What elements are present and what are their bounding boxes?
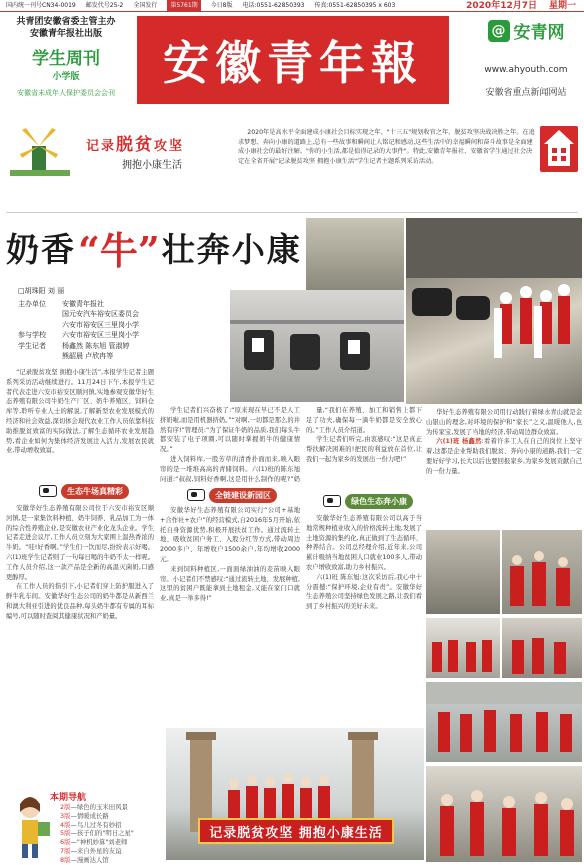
issue-number: 第5761期 [167, 0, 200, 11]
menu-item[interactable]: 8版—漫画达人馆 [60, 855, 109, 864]
publisher-line-1: 共青团安徽省委主管主办 [16, 17, 116, 27]
girl-icon [10, 790, 54, 862]
photo-group-2 [426, 766, 582, 862]
edition-label: 小学版 [52, 72, 80, 82]
sponsor-line: 安徽省未成年人保护委员会会刊 [17, 89, 115, 97]
issue-menu [10, 790, 160, 862]
at-icon: @ [488, 20, 510, 42]
page-count: 今日8版 [210, 2, 233, 9]
cn-number: 国内统一刊号CN34-0019 [6, 2, 76, 9]
newspaper-title: 安徽青年報 [163, 36, 423, 90]
byline [18, 286, 148, 362]
site-url[interactable]: www.ahyouth.com [484, 65, 568, 75]
article-column-1: “记录脱贫攻坚 拥抱小康生活”,本报学生记者主题系列采访活动继续进行。11月24日下午,本报学生记者代表走进六安市裕安区顺河镇,实地参观安徽华好生态养殖有限公司牛奶生产厂区、奶牛养殖区、饲料仓库等,聆听专业人士的解说,了解新型农业发展模式的经济和社会效益,深切体会现代农业工作人员依靠科技助推脱贫致富的实际做法,了解生态循环农业发展趋势,看企业如何为集体经济发展注入活力,发展农民就业,带动增收致富。 [6, 369, 154, 455]
column-head [6, 122, 246, 180]
intro-paragraph: 2020年是高水平全面建成小康社会目标实现之年、"十三五"规划收官之年、脱贫攻坚决战决胜之年。在追求梦想、奔向小康的道路上,总有一些故事和瞬间让人铭记和感动,这些生活中的幸福瞬间和奋斗故事是全面建成小康社会的最好注解。"你的小生活,都是值得记录的大事件"。特此,安徽青年报社、安徽省学生通过社会决定在全省开展"记录脱贫攻坚 拥抱小康生活"学生记者主题系列采访活动。 [238, 129, 535, 165]
site-description: 安徽省重点新闻网站 [485, 88, 567, 98]
weekly-title: 学生周刊 [32, 49, 100, 69]
column-subtitle: 拥抱小康生活 [122, 160, 182, 171]
publisher-line-2: 安徽青年报社出版 [29, 29, 102, 39]
section-header-3: 绿色生态奔小康 [316, 492, 420, 510]
issue-date: 2020年12月7日 [466, 1, 537, 11]
photo-cowshed [406, 218, 582, 404]
article-column-3b: 安徽华好生态养殖有限公司以高于当地常规种植业收入的价格流转土地,发展了土地资源的集约化,真正做到了生态循环、种养结合。公司总经理介绍,近年来,公司累计吸纳当地贫困人口就业100多人,带动农户增收致富,助力乡村振兴。 六(1)班 陈东旭:这次采访后,我心中十分震撼:“保护环境,企业有责”。安徽华好生态养殖公司坚持绿色发展之路,让我们看到了乡村振兴的美好未来。 [306, 515, 422, 611]
photo-students-3 [502, 618, 582, 678]
issue-weekday: 星期一 [548, 1, 576, 11]
menu-list [60, 803, 160, 865]
distribution: 全国发行 [133, 2, 158, 9]
right-masthead [470, 18, 582, 118]
teacher-comment: 华好生态养殖有限公司用行动践行着绿水青山就是金山银山的理念,对环境的保护和“家长”之义,温暖他人,也为传家宝,发展了当地的经济,带动周边群众致富。 六(1)班 杨鑫然:看着许多工人在自己的岗位上坚守着,这都是企业帮助我们脱贫、奔向小康的道路,我们一定要好好学习,长大以后也要回报家乡,为家乡发展贡献自己的一份力量。 [426, 409, 582, 475]
section-header-2: 全链建设新园区 [168, 486, 296, 504]
column-title: 记录脱贫攻坚 [86, 135, 185, 155]
top-info-strip [0, 0, 584, 12]
byline-authors: □胡珠阳 刘 丽 [18, 287, 65, 295]
article-column-2b: 安徽华好生态养殖有限公司实行“公司+基地+合作社+农户”的经营模式,自2016年5月开始,依托自身资源优势,积极开展扶贫工作。通过流转土地、吸收贫困户务工、入股分红等方式,带动周边2000多户、年增收户1500余户,年均增收2000元。 来到饲料种植区,一面面绿油油的麦苗映入眼帘。小记者们不禁感叹:“通过流转土地、发展种植,这里的贫困户既能拿到土地租金,又能在家门口就业,真是一举多得!” [160, 507, 300, 603]
postal-code: 邮发代号25-2 [85, 2, 124, 9]
article-column-3: 量,“我们在养殖、加工和销售上都下足了功夫,确保每一滴牛奶都是安全放心的。”工作人员介绍道。 学生记者们听完,由衷感叹:“这是真正帮扶解决困难的!把民的利益放在首位,让我们一起为家乡的发展出一份力吧!” [306, 407, 422, 463]
article-headline: 奶香 “牛” 壮奔小康 [6, 227, 302, 273]
cow-icon [323, 495, 341, 507]
site-logo-text: 安青网 [513, 23, 565, 43]
byline-row: 国元安汽车裕安区委员会 [62, 310, 139, 318]
phone-editorial: 电话:0551-62850393 [242, 2, 305, 9]
menu-item[interactable]: 5版—孩子们的"明日之星" [60, 829, 134, 838]
issue-date-block [466, 0, 584, 11]
photo-calf [426, 530, 500, 614]
photo-milking-parlor [230, 290, 404, 402]
phone-ads: 传真:0551-62850395 x 603 [314, 2, 396, 9]
byline-row: 六安市裕安区三里岗小学 [62, 320, 139, 329]
photo-students-1 [502, 530, 582, 614]
newspaper-masthead [137, 16, 449, 104]
menu-item[interactable]: 7版—来自外星的友谊 [60, 846, 122, 855]
cow-icon [39, 485, 57, 497]
byline-row: 参与学校 六安市裕安区三里岗小学 [18, 331, 139, 339]
site-logo[interactable] [470, 18, 582, 43]
byline-row: 学生记者 杨鑫然 陈东旭 管淑婷 [18, 341, 130, 350]
divider [6, 212, 578, 213]
article-column-2: 学生记者们兴奋极了:“原来现在早已不是人工挤奶啦,而是用机器挤奶。”“对啊,一切都是那么的井然有序!”管理员:“为了保证牛奶的品质,我们每头牛都安装了电子项圈,可以随时掌握奶牛的健康情况。” 进入饲料库,一股芳草的清香扑面而来,映入眼帘的是一堆堆高高的青储饲料。六(1)班的陈东旭问道:“叔叔,饲料好香啊,这是用什么制作的呢?”奶 [160, 407, 300, 482]
menu-title: 本期导航 [50, 793, 87, 803]
menu-item[interactable]: 4版—鸟儿过冬有妙招 [60, 820, 122, 829]
menu-item[interactable]: 6版—"神机妙算"刘老师 [60, 838, 128, 847]
section-header-1: 生态牛场真精彩 [28, 482, 140, 500]
menu-item[interactable]: 3版—情暖成长路 [60, 811, 109, 820]
cow-icon [187, 489, 205, 501]
byline-row: 主办单位 安徽青年报社 [18, 299, 104, 308]
house-icon [540, 126, 578, 172]
menu-item[interactable]: 2版—绿色的玉米田风景 [60, 803, 128, 811]
event-banner: 记录脱贫攻坚 拥抱小康生活 [198, 818, 394, 844]
left-masthead [4, 16, 128, 116]
photo-students-2 [426, 618, 500, 678]
photo-group-hall [426, 682, 582, 762]
article-column-1b: 安徽华好生态养殖有限公司位于六安市裕安区顺河镇,是一家集饮料种植、奶牛饲养、乳品加工为一体的综合性养殖企业,是安徽农业产业化龙头企业。学生记者走进会议厅,工作人员立刻为大家围上温热香浓的牛奶。“哇!好香啊。”学生们一饮而尽,纷纷表示好喝。六(1)班学生记者则了一句每日喝的牛奶不太一样呢。工作人员介绍,这一款产品是全新的高温灭菌奶,口感更醇厚。 在工作人员的指引下,小记者们穿上防护服进入了鲜牛乳车间。安徽华好生态公司的奶牛都是从新西兰和澳大利亚引进的优良品种,每头奶牛都有专属的耳标编号,可以随时查阅其健康状况和产奶量。 [6, 505, 154, 620]
byline-row: 熊韶晨 卢欣冉等 [62, 352, 114, 360]
